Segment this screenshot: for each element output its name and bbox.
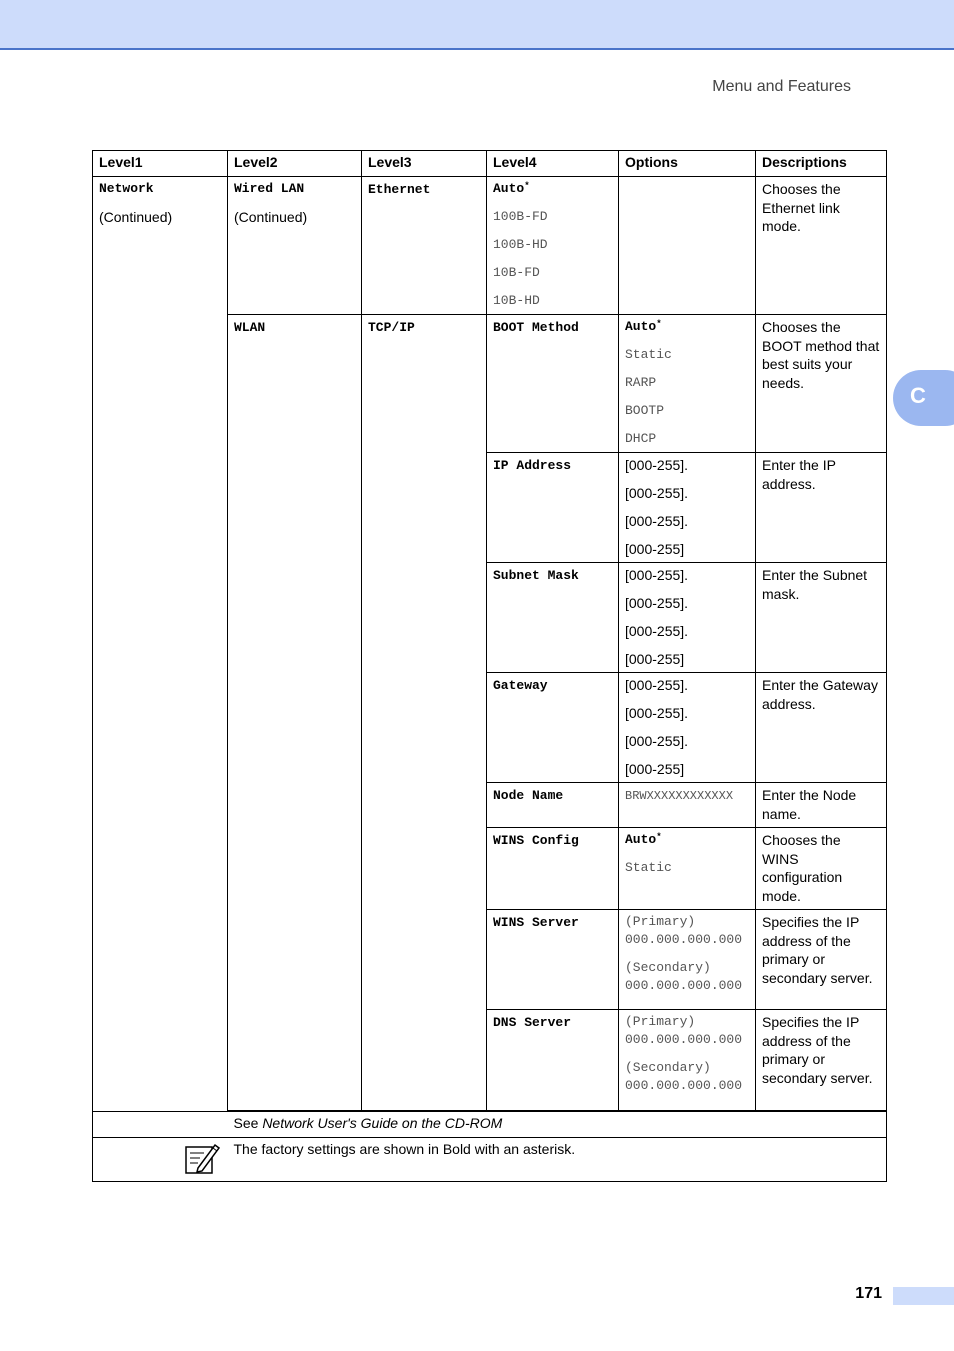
description-cell: Enter the Gateway address. bbox=[756, 673, 887, 783]
options-cell bbox=[619, 453, 756, 563]
chapter-side-tab bbox=[893, 370, 954, 426]
level4-cell bbox=[487, 910, 619, 1010]
level4-cell bbox=[487, 783, 619, 828]
level3-ethernet-cell bbox=[362, 177, 487, 315]
menu-table bbox=[92, 150, 887, 1182]
see-guide-title: Network User's Guide on the CD-ROM bbox=[262, 1115, 503, 1131]
option-octet: [000-255]. bbox=[625, 705, 689, 721]
level3-ethernet: Ethernet bbox=[368, 182, 431, 197]
option-item: DHCP bbox=[625, 431, 657, 446]
level4-cell bbox=[487, 673, 619, 783]
primary-value: 000.000.000.000 bbox=[625, 932, 743, 947]
option-default bbox=[493, 180, 612, 198]
level3-tcpip-cell bbox=[362, 315, 487, 1111]
level4-boot-method: BOOT Method bbox=[493, 320, 579, 335]
level2-wired-cell bbox=[228, 177, 362, 315]
option-default bbox=[625, 318, 749, 336]
factory-note-cell: The factory settings are shown in Bold with an asterisk. bbox=[228, 1138, 887, 1182]
description-cell: Chooses the WINS configuration mode. bbox=[756, 828, 887, 910]
level1-network: Network bbox=[99, 181, 154, 196]
option-octet: [000-255]. bbox=[625, 457, 689, 473]
level4-cell bbox=[487, 828, 619, 910]
option-item: Static bbox=[625, 860, 672, 875]
level3-tcpip: TCP/IP bbox=[368, 320, 415, 335]
description-cell: Enter the Node name. bbox=[756, 783, 887, 828]
level1-continued: (Continued) bbox=[99, 209, 173, 225]
option-octet: [000-255] bbox=[625, 761, 685, 777]
col-header-level1: Level1 bbox=[93, 151, 228, 177]
description-cell: Enter the IP address. bbox=[756, 453, 887, 563]
option-octet: [000-255]. bbox=[625, 485, 689, 501]
option-item: 100B-FD bbox=[493, 209, 548, 224]
col-header-level2: Level2 bbox=[228, 151, 362, 177]
level4-ethernet-options-cell bbox=[487, 177, 619, 315]
option-item: RARP bbox=[625, 375, 657, 390]
page-number-bar bbox=[893, 1287, 954, 1305]
see-note-cell bbox=[228, 1112, 887, 1138]
description-cell: Chooses the BOOT method that best suits your needs. bbox=[756, 315, 887, 453]
option-default bbox=[625, 831, 749, 849]
options-cell bbox=[619, 673, 756, 783]
description-cell: Specifies the IP address of the primary or secondary server. bbox=[756, 910, 887, 1010]
secondary-value: 000.000.000.000 bbox=[625, 1078, 743, 1093]
option-label: Auto bbox=[625, 319, 657, 334]
page-number: 171 bbox=[855, 1285, 882, 1302]
col-header-level3: Level3 bbox=[362, 151, 487, 177]
primary-value: 000.000.000.000 bbox=[625, 1032, 743, 1047]
option-octet: [000-255] bbox=[625, 651, 685, 667]
table-row bbox=[93, 177, 887, 315]
secondary-label: (Secondary) bbox=[625, 960, 711, 975]
level4-cell bbox=[487, 1010, 619, 1111]
level2-wired-lan: Wired LAN bbox=[234, 181, 305, 196]
option-label: Auto bbox=[493, 181, 525, 196]
default-asterisk: * bbox=[656, 319, 662, 329]
see-prefix: See bbox=[233, 1115, 263, 1131]
primary-label: (Primary) bbox=[625, 914, 696, 929]
options-cell bbox=[619, 910, 756, 1010]
chapter-tab-label: C bbox=[910, 383, 926, 408]
level4-cell bbox=[487, 453, 619, 563]
secondary-value: 000.000.000.000 bbox=[625, 978, 743, 993]
option-item: BOOTP bbox=[625, 403, 665, 418]
default-asterisk: * bbox=[656, 832, 662, 842]
level2-wlan-cell bbox=[228, 315, 362, 1111]
level4-cell bbox=[487, 563, 619, 673]
option-octet: [000-255]. bbox=[625, 567, 689, 583]
option-octet: [000-255]. bbox=[625, 595, 689, 611]
level4-wins-server: WINS Server bbox=[493, 915, 579, 930]
option-item: 100B-HD bbox=[493, 237, 548, 252]
option-label: Auto bbox=[625, 832, 657, 847]
options-cell bbox=[619, 1010, 756, 1111]
option-octet: [000-255] bbox=[625, 541, 685, 557]
option-node-name: BRWXXXXXXXXXXXX bbox=[625, 789, 734, 803]
level2-continued: (Continued) bbox=[234, 209, 308, 225]
options-cell bbox=[619, 315, 756, 453]
options-cell bbox=[619, 783, 756, 828]
level4-node-name: Node Name bbox=[493, 788, 564, 803]
running-title: Menu and Features bbox=[712, 78, 851, 95]
default-asterisk: * bbox=[524, 181, 530, 191]
col-header-level4: Level4 bbox=[487, 151, 619, 177]
option-octet: [000-255]. bbox=[625, 623, 689, 639]
top-header-band bbox=[0, 0, 954, 50]
primary-label: (Primary) bbox=[625, 1014, 696, 1029]
description-cell: Chooses the Ethernet link mode. bbox=[756, 177, 887, 315]
option-item: Static bbox=[625, 347, 672, 362]
option-octet: [000-255]. bbox=[625, 677, 689, 693]
note-pencil-icon bbox=[184, 1141, 220, 1175]
level4-wins-config: WINS Config bbox=[493, 833, 579, 848]
level4-ip-address: IP Address bbox=[493, 458, 572, 473]
level4-cell bbox=[487, 315, 619, 453]
options-cell bbox=[619, 828, 756, 910]
see-note-spacer bbox=[93, 1112, 228, 1138]
see-note-row bbox=[93, 1112, 887, 1138]
options-empty-cell bbox=[619, 177, 756, 315]
table-header-row bbox=[93, 151, 887, 177]
option-item: 10B-HD bbox=[493, 293, 540, 308]
level2-wlan: WLAN bbox=[234, 320, 266, 335]
col-header-options: Options bbox=[619, 151, 756, 177]
options-cell bbox=[619, 563, 756, 673]
secondary-label: (Secondary) bbox=[625, 1060, 711, 1075]
level4-subnet-mask: Subnet Mask bbox=[493, 568, 579, 583]
level1-cell bbox=[93, 177, 228, 1112]
description-cell: Enter the Subnet mask. bbox=[756, 563, 887, 673]
option-octet: [000-255]. bbox=[625, 733, 689, 749]
description-cell: Specifies the IP address of the primary or secondary server. bbox=[756, 1010, 887, 1111]
level4-dns-server: DNS Server bbox=[493, 1015, 572, 1030]
option-octet: [000-255]. bbox=[625, 513, 689, 529]
col-header-descriptions: Descriptions bbox=[756, 151, 887, 177]
option-item: 10B-FD bbox=[493, 265, 540, 280]
level4-gateway: Gateway bbox=[493, 678, 548, 693]
